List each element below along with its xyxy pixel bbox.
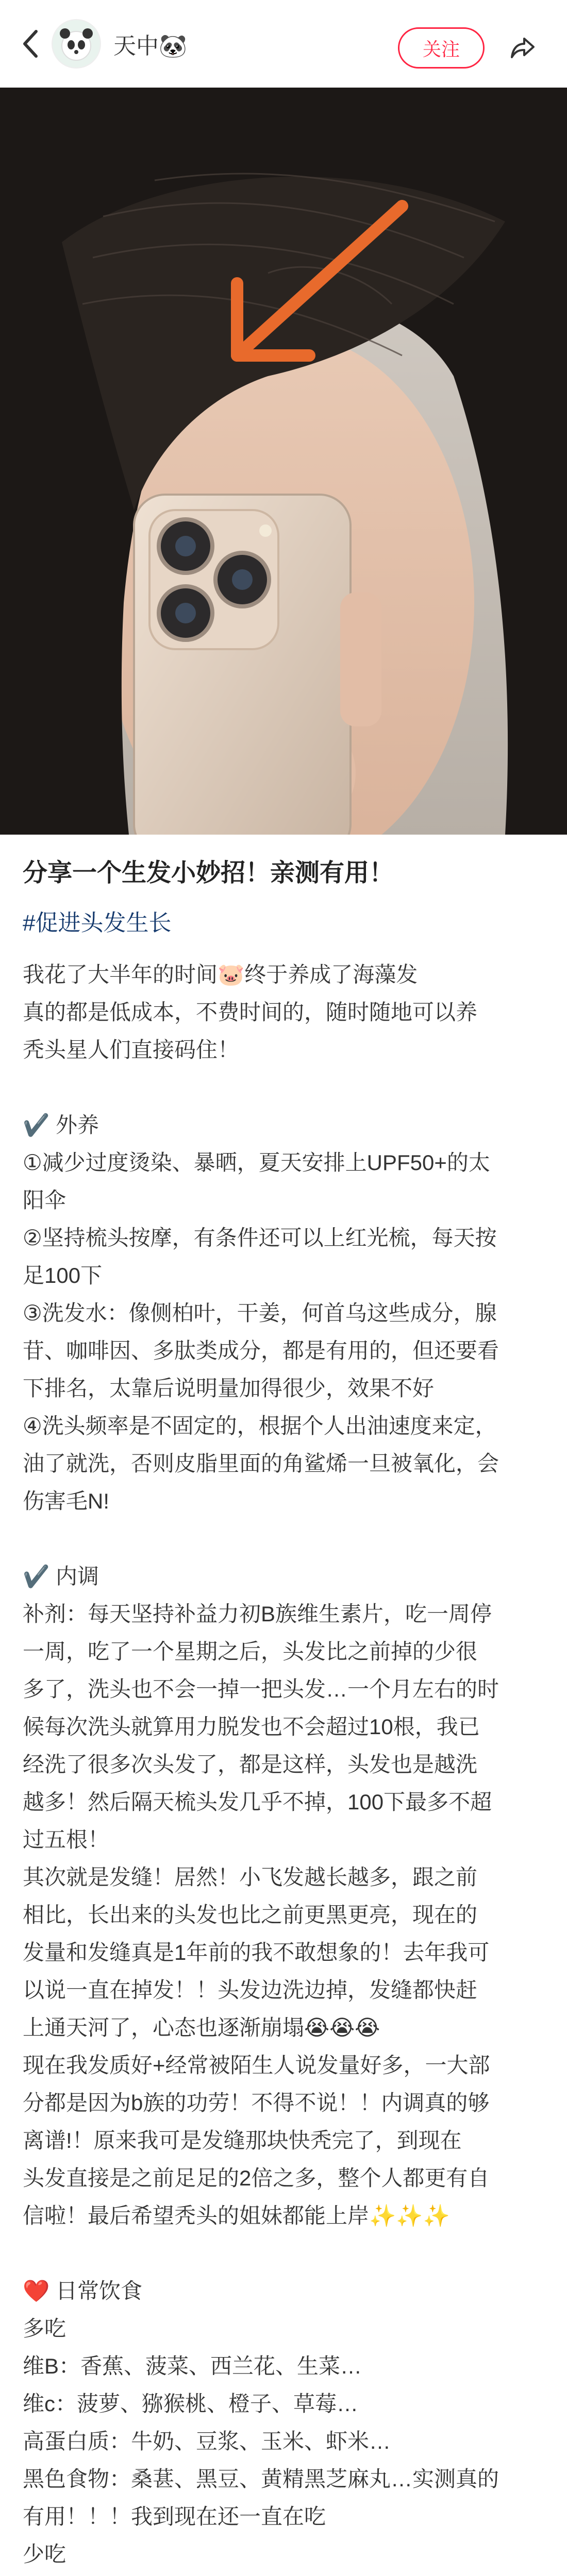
body-line: 一周，吃了一个星期之后，头发比之前掉的少很 [23, 1639, 478, 1664]
body-line: 秃头星人们直接码住！ [23, 1038, 240, 1062]
body-line: 有用！！！我到现在还一直在吃 [23, 2504, 326, 2529]
paragraph-spacer [23, 2234, 544, 2272]
chevron-left-icon [21, 28, 41, 59]
body-line: ④洗头频率是不固定的，根据个人出油速度来定， [23, 1414, 497, 1438]
back-button[interactable] [15, 28, 46, 59]
post-title: 分享一个生发小妙招！亲测有用！ [23, 859, 394, 887]
body-line: 经洗了很多次头发了，都是这样，头发也是越洗 [23, 1752, 478, 1776]
body-line: 高蛋白质：牛奶、豆浆、玉米、虾米… [23, 2429, 391, 2453]
body-line: 头发直接是之前足足的2倍之多，整个人都更有自 [23, 2166, 490, 2190]
body-line: 真的都是低成本，不费时间的，随时随地可以养 [23, 1000, 478, 1024]
body-line: 其次就是发缝！居然！小飞发越长越多，跟之前 [23, 1865, 478, 1889]
author-avatar[interactable] [52, 19, 101, 69]
share-icon [509, 33, 538, 62]
body-line: 我花了大半年的时间🐷终于养成了海藻发 [23, 962, 418, 987]
body-line: 发量和发缝真是1年前的我不敢想象的！去年我可 [23, 1940, 490, 1964]
body-line: 过五根！ [23, 1827, 110, 1852]
panda-avatar-icon [56, 23, 97, 64]
body-line: 现在我发质好+经常被陌生人说发量好多，一大部 [23, 2053, 490, 2077]
body-line [23, 2573, 544, 2576]
body-line: 信啦！最后希望秃头的姐妹都能上岸✨✨✨ [23, 2204, 450, 2228]
body-line: ①减少过度烫染、暴晒，夏天安排上UPF50+的太 [23, 1150, 490, 1175]
author-name[interactable]: 天中🐼 [113, 33, 187, 59]
body-line: 多了，洗头也不会一掉一把头发…一个月左右的时 [23, 1677, 499, 1701]
body-line: 补剂：每天坚持补益力初B族维生素片，吃一周停 [23, 1602, 492, 1626]
body-line: 越多！然后隔天梳头发几乎不掉，100下最多不超 [23, 1790, 492, 1814]
body-line: 上通天河了，心态也逐渐崩塌😭😭😭 [23, 2015, 380, 2040]
body-line: ✔️ 内调 [23, 1564, 99, 1588]
body-line: 离谱!！原来我可是发缝那块快秃完了，到现在 [23, 2128, 462, 2153]
body-line: 下排名，太靠后说明量加得很少，效果不好 [23, 1376, 435, 1400]
body-line: 以说一直在掉发！！头发边洗边掉，发缝都快赶 [23, 1978, 478, 2002]
body-line: 阳伞 [23, 1188, 66, 1212]
body-line: 维c：菠萝、猕猴桃、橙子、草莓… [23, 2392, 359, 2416]
body-line: ❤️ 日常饮食 [23, 2279, 142, 2303]
hashtag-link[interactable]: #促进头发生长 [23, 910, 172, 936]
body-line: 候每次洗头就算用力脱发也不会超过10根，我已 [23, 1715, 480, 1739]
follow-button[interactable]: 关注 [398, 27, 485, 69]
hair-selfie-image [0, 88, 567, 835]
body-line: 油了就洗，否则皮脂里面的角鲨烯一旦被氧化，会 [23, 1451, 499, 1476]
paragraph-spacer [23, 1520, 544, 1557]
paragraph-spacer [23, 1069, 544, 1106]
body-line: 伤害毛N! [23, 1489, 110, 1513]
body-line: 足100下 [23, 1263, 103, 1287]
body-line: 多吃 [23, 2316, 66, 2341]
body-line: 相比，长出来的头发也比之前更黑更亮，现在的 [23, 1903, 478, 1927]
body-line: 黑色食物：桑葚、黑豆、黄精黑芝麻丸…实测真的 [23, 2467, 499, 2491]
body-line: 维B：香蕉、菠菜、西兰花、生菜… [23, 2354, 362, 2378]
body-line: 分都是因为b族的功劳！不得不说！！内调真的够 [23, 2091, 490, 2115]
body-line: ✔️ 外养 [23, 1113, 99, 1137]
body-line: ②坚持梳头按摩，有条件还可以上红光梳，每天按 [23, 1226, 497, 1250]
share-button[interactable] [505, 30, 541, 66]
post-body [23, 956, 544, 2576]
post-photo[interactable] [0, 88, 567, 835]
body-line: 苷、咖啡因、多肽类成分，都是有用的，但还要看 [23, 1338, 499, 1363]
body-line: ③洗发水：像侧柏叶，干姜，何首乌这些成分，腺 [23, 1301, 497, 1325]
body-line: 少吃 [23, 2542, 66, 2566]
